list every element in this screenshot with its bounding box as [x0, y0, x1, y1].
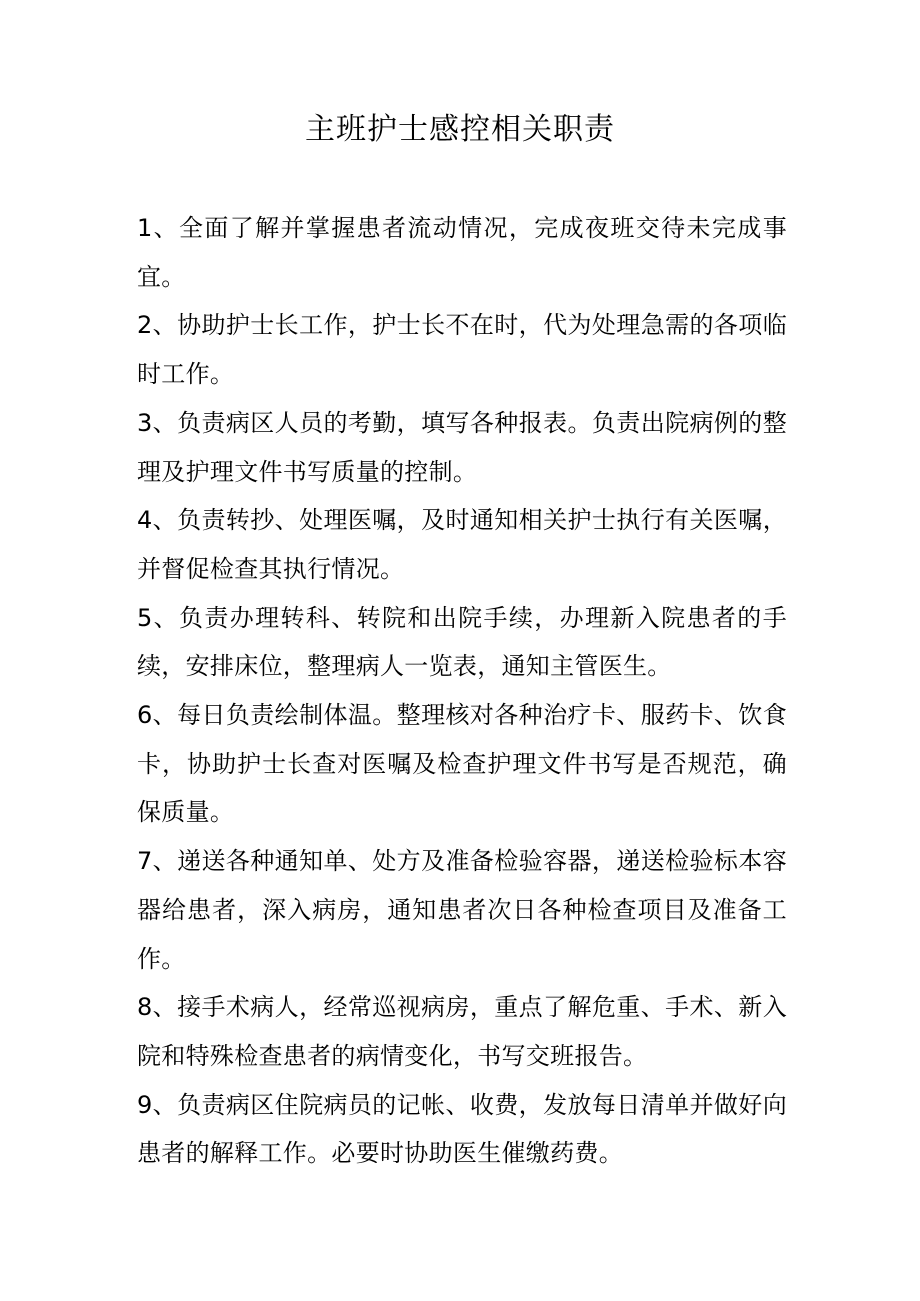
document-title: 主班护士感控相关职责: [305, 112, 615, 147]
duty-item-1: 1、全面了解并掌握患者流动情况，完成夜班交待未完成事宜。: [137, 214, 787, 291]
duty-item-7: 7、递送各种通知单、处方及准备检验容器，递送检验标本容器给患者，深入病房，通知患者次日各种检查项目及准备工作。: [137, 847, 787, 973]
duty-item-5: 5、负责办理转科、转院和出院手续，办理新入院患者的手续，安排床位，整理病人一览表，通知主管医生。: [137, 603, 787, 681]
duty-item-9: 9、负责病区住院病员的记帐、收费，发放每日清单并做好向患者的解释工作。必要时协助医生催缴药费。: [137, 1090, 787, 1168]
duty-list: [137, 204, 787, 1178]
duty-item-2: 2、协助护士长工作，护士长不在时，代为处理急需的各项临时工作。: [137, 311, 787, 389]
duty-item-4: 4、负责转抄、处理医嘱，及时通知相关护士执行有关医嘱，并督促检查其执行情况。: [137, 506, 787, 583]
duty-item-6: 6、每日负责绘制体温。整理核对各种治疗卡、服药卡、饮食卡，协助护士长查对医嘱及检查护理文件书写是否规范，确保质量。: [137, 701, 787, 827]
duty-item-3: 3、负责病区人员的考勤，填写各种报表。负责出院病例的整理及护理文件书写质量的控制。: [137, 408, 787, 486]
duty-item-8: 8、接手术病人，经常巡视病房，重点了解危重、手术、新入院和特殊检查患者的病情变化，书写交班报告。: [137, 993, 787, 1070]
